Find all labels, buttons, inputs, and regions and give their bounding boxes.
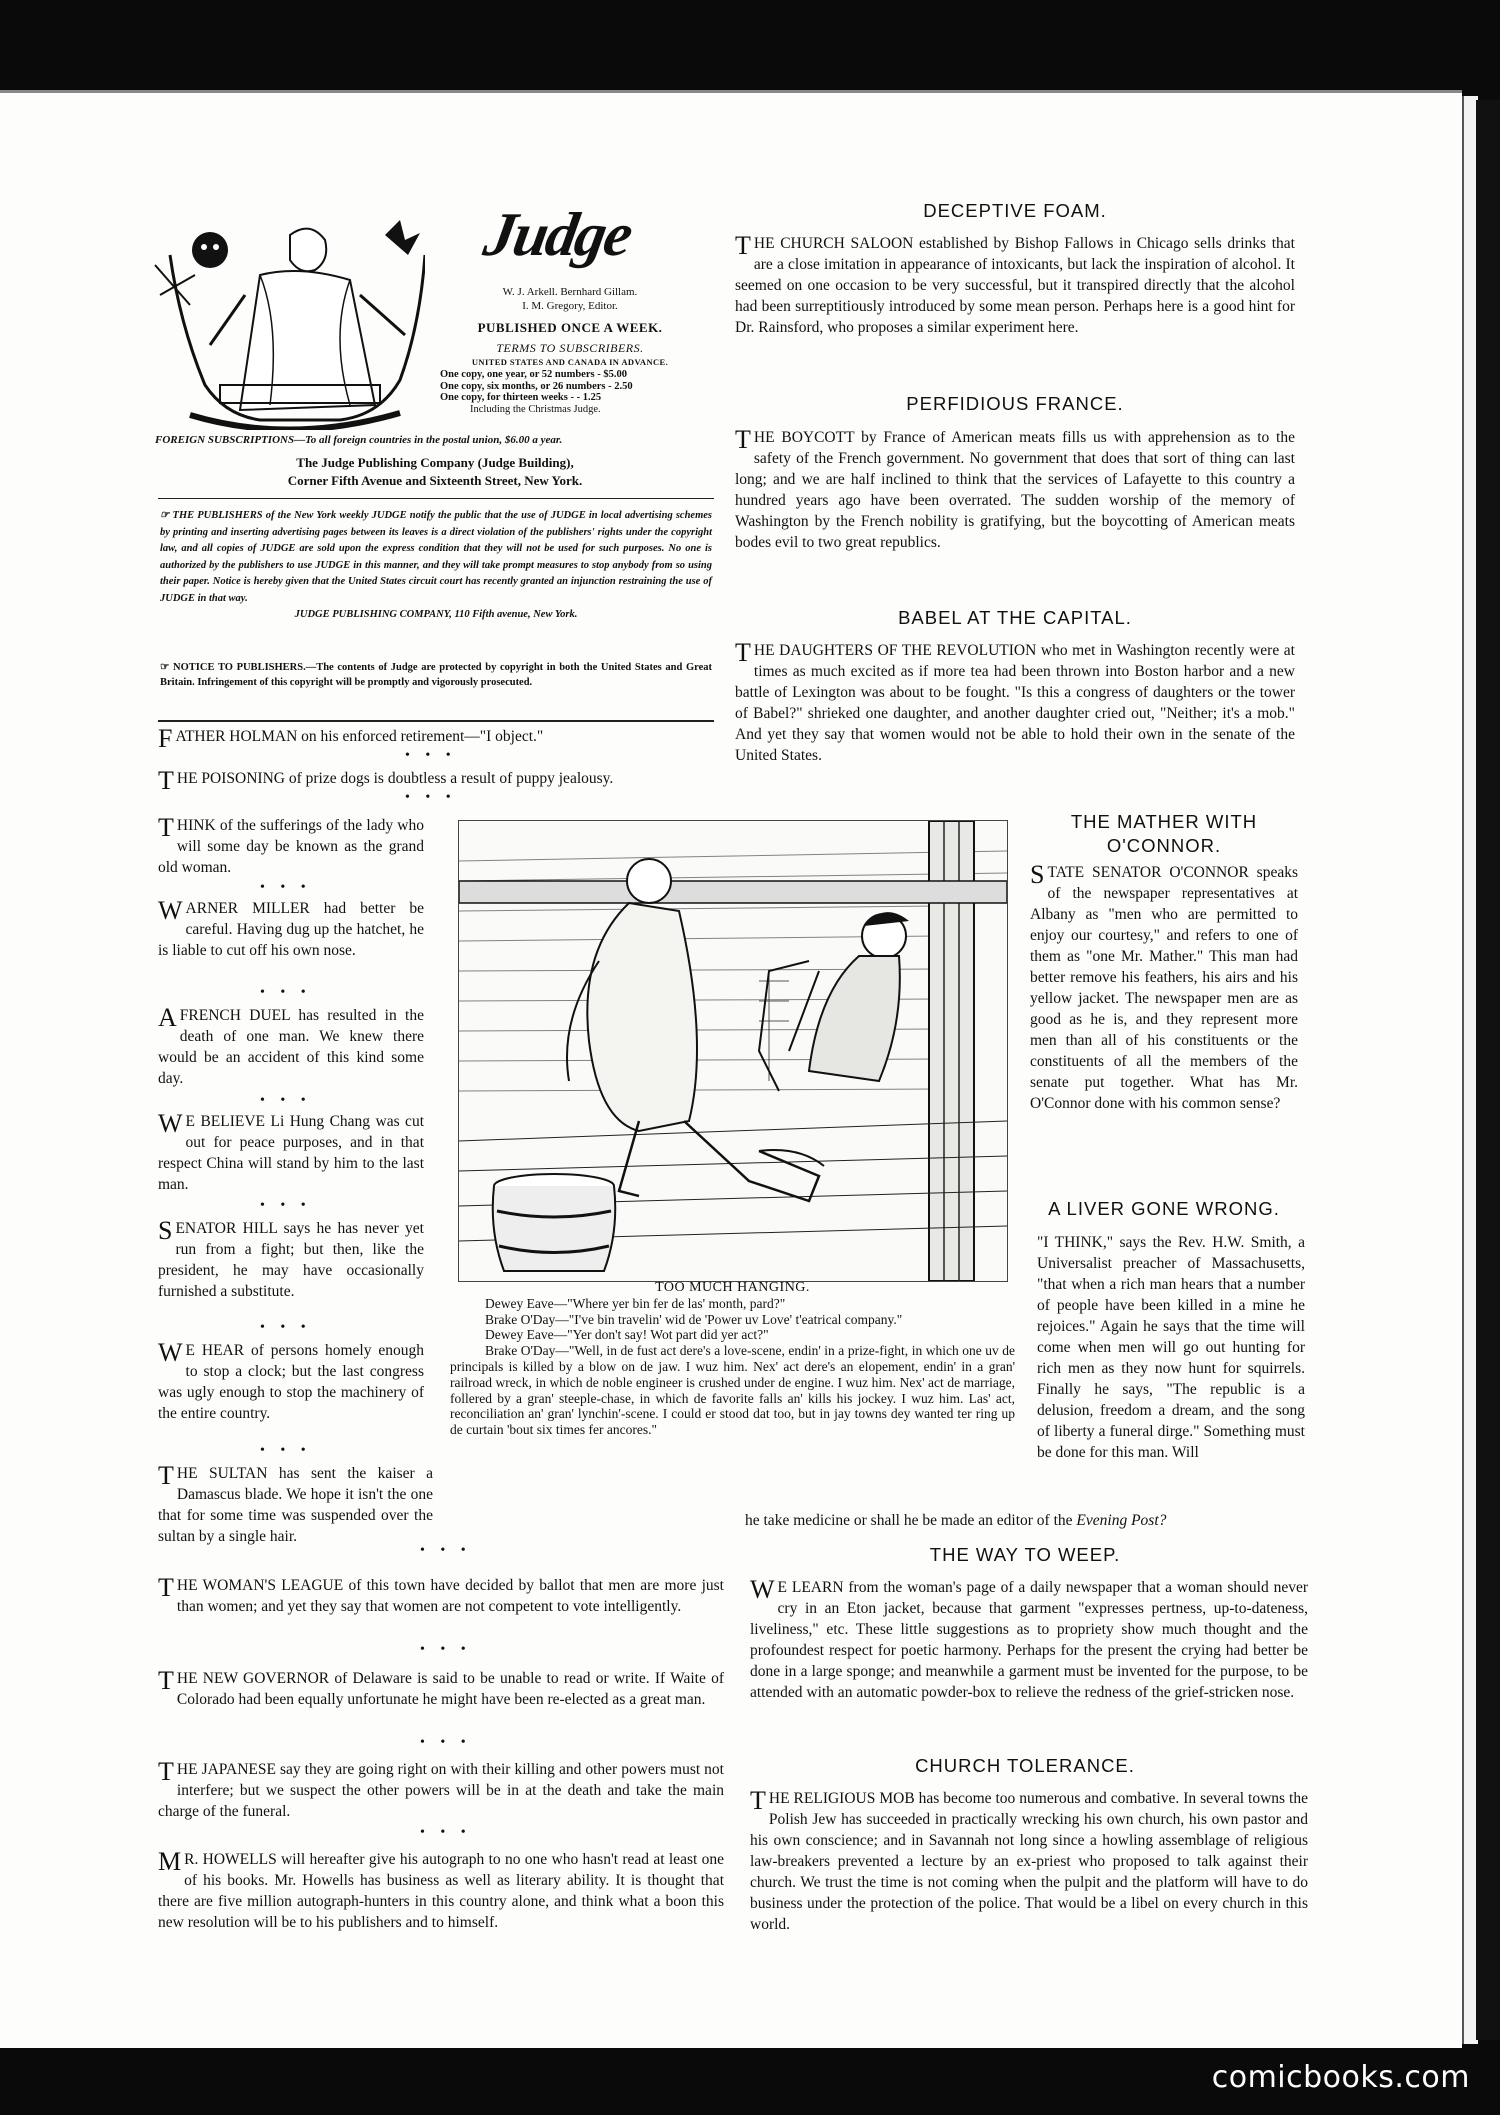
separator: • • • — [405, 790, 457, 805]
paragraph: THE BOYCOTT by France of American meats fills us with apprehension as to the safety of the French government. No government that does that sort of thing can last long; and we are half inclined to think that the services of Lafayette to this country a hundred years ago have been overrated. The sudden worship of the memory of Washington by the French nobility is gratifying, but the boycotting of American meats bodes evil to two great republics. — [735, 425, 1295, 551]
paragraph: W E HEAR of persons homely enough to stop a clock; but the last congress was ugly enough to stop the machinery of the entire country. — [158, 1338, 424, 1422]
company-info — [155, 454, 715, 490]
section-heading: CHURCH TOLERANCE. — [915, 1755, 1135, 1776]
price-note: Including the Christmas Judge. — [470, 403, 601, 415]
paragraph: SENATOR HILL says he has never yet run from a fight; but then, like the president, he may have occasionally furnished a substitute. — [158, 1216, 424, 1300]
price-line: One copy, six months, or 26 numbers - 2.50 — [440, 380, 633, 392]
dialogue-line: Dewey Eave—"Where yer bin fer de las' month, pard?" — [485, 1295, 786, 1311]
company-name: The Judge Publishing Company (Judge Building), — [296, 455, 574, 470]
notice-text: ☞ THE PUBLISHERS of the New York weekly JUDGE notify the public that the use of JUDGE in local advertising schemes by printing and inserting advertising pages between its leaves is a direct violation of the publishers' rights under the copyright law, and all copies of JUDGE are sold upon the express condition that they will not be used for such purposes. No one is authorized by the publishers to use JUDGE in this manner, and they will take prompt measures to stop anybody from so using their paper. Notice is hereby given that the United States circuit court has recently granted an injunction restraining the use of JUDGE in that way. — [160, 510, 712, 604]
scan-border — [1476, 100, 1500, 2040]
masthead-info — [420, 285, 720, 415]
notice-to-publishers: ☞ NOTICE TO PUBLISHERS.—The contents of Judge are protected by copyright in both the United States and Great Britain. Infringement of this copyright will be promptly and vigorously prosecuted. — [160, 662, 712, 688]
company-address: Corner Fifth Avenue and Sixteenth Street, New York. — [287, 473, 583, 488]
paragraph: STATE SENATOR O'CONNOR speaks of the newspaper representatives at Albany as "men who are permitted to enjoy our courtesy," and refers to one of them as "one Mr. Mather." This man had better remove his feathers, his airs and his yellow jacket. The newspaper men are as good as he is, and they represent more men than all of his constituents or the constituents of all the members of the senate put together. What has Mr. O'Connor done with his common sense? — [1030, 860, 1298, 1112]
paragraph: AFRENCH DUEL has resulted in the death of one man. We knew there would be an accident of this kind some day. — [158, 1003, 424, 1087]
separator: • • • — [260, 1198, 312, 1213]
foreign-subscriptions: FOREIGN SUBSCRIPTIONS—To all foreign countries in the postal union, $6.00 a year. — [155, 434, 563, 446]
separator: • • • — [260, 1443, 312, 1458]
publisher-names: W. J. Arkell. Bernhard Gillam. — [502, 286, 638, 298]
paragraph: THE NEW GOVERNOR of Delaware is said to be unable to read or write. If Waite of Colorado had been equally unfortunate he might have been re-elected as a great man. — [158, 1666, 724, 1708]
dialogue-line: Brake O'Day—"Well, in de fust act dere's a love-scene, endin' in a prize-fight, in which one uv de principals is killed by a blow on de jaw. I wuz him. Nex' act dere's an elopement, endin' in a gran' railroad wreck, in which de noble engineer is crushed under de engine. I wuz him. Nex' act de marriage, follered by a gran' steeple-chase, in which de favorite falls an' kills his jockey. I wuz him. Las' act, reconciliation an' gran' lynchin'-scene. I could er stood dat too, but in jay towns dey wanted ter ring up de curtain 'bout six times fer ancores." — [450, 1343, 1015, 1438]
terms-heading: TERMS TO SUBSCRIBERS. — [496, 341, 644, 355]
cartoon-drawing — [459, 821, 1007, 1281]
paragraph: W E LEARN from the woman's page of a daily newspaper that a woman should never cry in an Eton jacket, because that garment "expresses pertness, up-to-dateness, liveliness," etc. These little suggestions as to propriety show much thought and the profoundest respect for poetic harmony. Perhaps for the present the crying had better be done in a large sponge; and meanwhile a garment must be invented for the purpose, to be attended with an automatic powder-box to relieve the redness of the grief-stricken nose. — [750, 1575, 1308, 1701]
paragraph: THE DAUGHTERS OF THE REVOLUTION who met in Washington recently were at times as much excited as if more tea had been thrown into Boston harbor and a new battle of Lexington was about to be fought. "Is this a congress of daughters or the tower of Babel?" shrieked one daughter, and another daughter cried out, "Neither; it's a mob." And yet they say that women would not be able to hold their own in the senate of the United States. — [735, 638, 1295, 764]
editor-name: I. M. Gregory, Editor. — [522, 300, 618, 312]
paragraph: WARNER MILLER had better be careful. Having dug up the hatchet, he is liable to cut off his own nose. — [158, 896, 424, 959]
price-line: One copy, one year, or 52 numbers - $5.00 — [440, 369, 627, 380]
section-heading: THE WAY TO WEEP. — [929, 1544, 1121, 1565]
watermark: comicbooks.com — [1211, 2060, 1470, 2095]
masthead-illustration — [150, 215, 425, 430]
section-heading: BABEL AT THE CAPITAL. — [898, 607, 1132, 628]
separator: • • • — [420, 1543, 472, 1558]
paragraph: THE CHURCH SALOON established by Bishop Fallows in Chicago sells drinks that are a close imitation in appearance of intoxicants, but lack the inspiration of alcohol. It seemed on one occasion to be very successful, but it transpired directly that the alcohol had been surreptitiously introduced by some mean person. Perhaps here is a good hint for Dr. Rainsford, who proposes a similar experiment here. — [735, 231, 1295, 336]
paragraph: W E BELIEVE Li Hung Chang was cut out for peace purposes, and in that respect China will stand by him to the last man. — [158, 1109, 424, 1193]
paragraph: FATHER HOLMAN on his enforced retirement—"I object." — [158, 724, 544, 753]
separator: • • • — [420, 1825, 472, 1840]
price-line: One copy, for thirteen weeks - - 1.25 — [440, 392, 602, 403]
separator: • • • — [260, 1093, 312, 1108]
paragraph: THE WOMAN'S LEAGUE of this town have decided by ballot that men are more just than women; and yet they say that women are not competent to vote intelligently. — [158, 1573, 724, 1615]
section-heading: DECEPTIVE FOAM. — [923, 200, 1107, 221]
dialogue-line: Brake O'Day—"I've bin travelin' wid de 'Power uv Love' t'eatrical company." — [485, 1311, 903, 1327]
separator: • • • — [420, 1735, 472, 1750]
advance-note: UNITED STATES AND CANADA IN ADVANCE. — [471, 357, 669, 367]
section-heading: PERFIDIOUS FRANCE. — [906, 393, 1124, 414]
separator: • • • — [260, 1320, 312, 1335]
divider — [158, 498, 714, 499]
paragraph: M R. HOWELLS will hereafter give his autograph to no one who hasn't read at least one of his books. Mr. Howells has business as well as literary ability. It is thought that there are five million autograph-hunters in this country alone, and think what a boon this new resolution will be to his publishers and to himself. — [158, 1847, 724, 1931]
paragraph: THE SULTAN has sent the kaiser a Damascus blade. We hope it isn't the one that for some time was suspended over the sultan by a single hair. — [158, 1461, 433, 1545]
divider — [158, 720, 714, 722]
separator: • • • — [405, 748, 457, 763]
dialogue-line: Dewey Eave—"Yer don't say! Wot part did yer act?" — [485, 1327, 769, 1343]
cartoon-title: TOO MUCH HANGING. — [655, 1280, 810, 1295]
cartoon-caption — [450, 1280, 1015, 1438]
paragraph: THE JAPANESE say they are going right on with their killing and other powers must not interfere; but we suspect the other powers will be in at the death and take the main charge of the funeral. — [158, 1757, 724, 1820]
publishers-notice — [160, 508, 712, 624]
paragraph: THINK of the sufferings of the lady who will some day be known as the grand old woman. — [158, 813, 424, 876]
separator: • • • — [260, 985, 312, 1000]
paragraph: THE RELIGIOUS MOB has become too numerous and combative. In several towns the Polish Jew has succeeded in practically wrecking his own church, his own pastor and his own conscience; and in Savannah not long since a howling assemblage of religious law-breakers prevented a lecture by an ex-priest who proposed to talk against their church. We trust the time is not coming when the pulpit and the platform will have to do business under the protection of the police. That would be a libel on every church in this world. — [750, 1786, 1308, 1933]
judge-logo: Judge — [479, 201, 637, 269]
publication-frequency: PUBLISHED ONCE A WEEK. — [477, 320, 663, 335]
section-heading: A LIVER GONE WRONG. — [1048, 1198, 1280, 1219]
separator: • • • — [260, 880, 312, 895]
notice-signature: JUDGE PUBLISHING COMPANY, 110 Fifth avenue, New York. — [294, 609, 578, 620]
paragraph: he take medicine or shall he be made an editor of the Evening Post? — [745, 1512, 1167, 1529]
separator: • • • — [420, 1642, 472, 1657]
paragraph: THE POISONING of prize dogs is doubtless a result of puppy jealousy. — [158, 766, 614, 795]
section-heading: THE MATHER WITH O'CONNOR. — [1070, 811, 1258, 856]
cartoon-illustration — [458, 820, 1008, 1282]
paragraph: "I THINK," says the Rev. H.W. Smith, a Universalist preacher of Massachusetts, "that when a rich man hears that a number of people have been killed in a mine he rejoices." Again he says that the time will come when men will go out hunting for rich men as they now hunt for squirrels. Finally he says, "The republic is a delusion, freedom a dream, and the song of liberty a funeral dirge." Something must be done for this man. Will — [1037, 1234, 1305, 1461]
